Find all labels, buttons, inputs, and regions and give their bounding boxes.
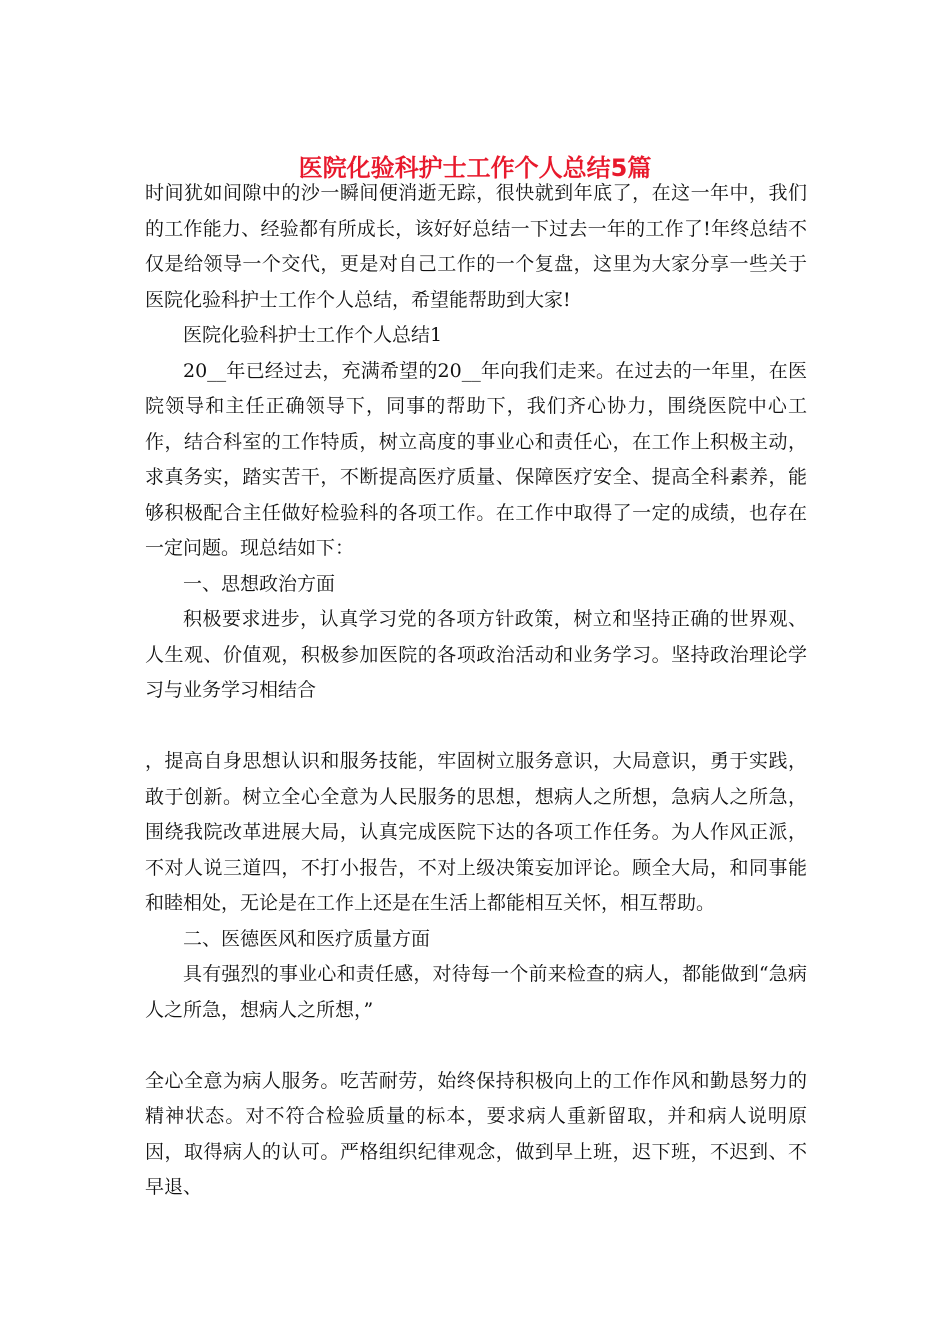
paragraph-4: 具有强烈的事业心和责任感，对待每一个前来检查的病人，都能做到“急病人之所急，想病人之所想，” bbox=[145, 963, 807, 1021]
paragraph-gap bbox=[145, 1028, 807, 1064]
section-subtitle: 医院化验科护士工作个人总结1 bbox=[183, 324, 443, 346]
heading-politics: 一、思想政治方面 bbox=[183, 572, 336, 595]
heading-ethics: 二、医德医风和医疗质量方面 bbox=[183, 927, 431, 950]
paragraph-gap bbox=[145, 709, 807, 745]
document-body bbox=[145, 176, 807, 1206]
paragraph-3: ，提高自身思想认识和服务技能，牢固树立服务意识，大局意识，勇于实践，敢于创新。树立全心全意为人民服务的思想，想病人之所想，急病人之所急，围绕我院改革进展大局，认真完成医院下达的各项工作任务。为人作风正派，不对人说三道四，不打小报告，不对上级决策妄加评论。顾全大局，和同事能和睦相处，无论是在工作上还是在生活上都能相互关怀，相互帮助。 bbox=[145, 750, 807, 914]
document-title: 医院化验科护士工作个人总结5篇 bbox=[298, 154, 652, 182]
paragraph-5: 全心全意为病人服务。吃苦耐劳，始终保持积极向上的工作作风和勤恳努力的精神状态。对不符合检验质量的标本，要求病人重新留取，并和病人说明原因，取得病人的认可。严格组织纪律观念，做到早上班，迟下班，不迟到、不早退、 bbox=[145, 1069, 807, 1198]
paragraph-2: 积极要求进步，认真学习党的各项方针政策，树立和坚持正确的世界观、人生观、价值观，积极参加医院的各项政治活动和业务学习。坚持政治理论学习与业务学习相结合 bbox=[145, 608, 807, 701]
intro-paragraph: 时间犹如间隙中的沙一瞬间便消逝无踪，很快就到年底了，在这一年中，我们的工作能力、经验都有所成长，该好好总结一下过去一年的工作了!年终总结不仅是给领导一个交代，更是对自己工作的一个复盘，这里为大家分享一些关于医院化验科护士工作个人总结，希望能帮助到大家! bbox=[145, 182, 807, 311]
paragraph-1: 20__年已经过去，充满希望的20__年向我们走来。在过去的一年里，在医院领导和主任正确领导下，同事的帮助下，我们齐心协力，围绕医院中心工作，结合科室的工作特质，树立高度的事业心和责任心，在工作上积极主动，求真务实，踏实苦干，不断提高医疗质量、保障医疗安全、提高全科素养，能够积极配合主任做好检验科的各项工作。在工作中取得了一定的成绩，也存在一定问题。现总结如下： bbox=[145, 359, 807, 559]
